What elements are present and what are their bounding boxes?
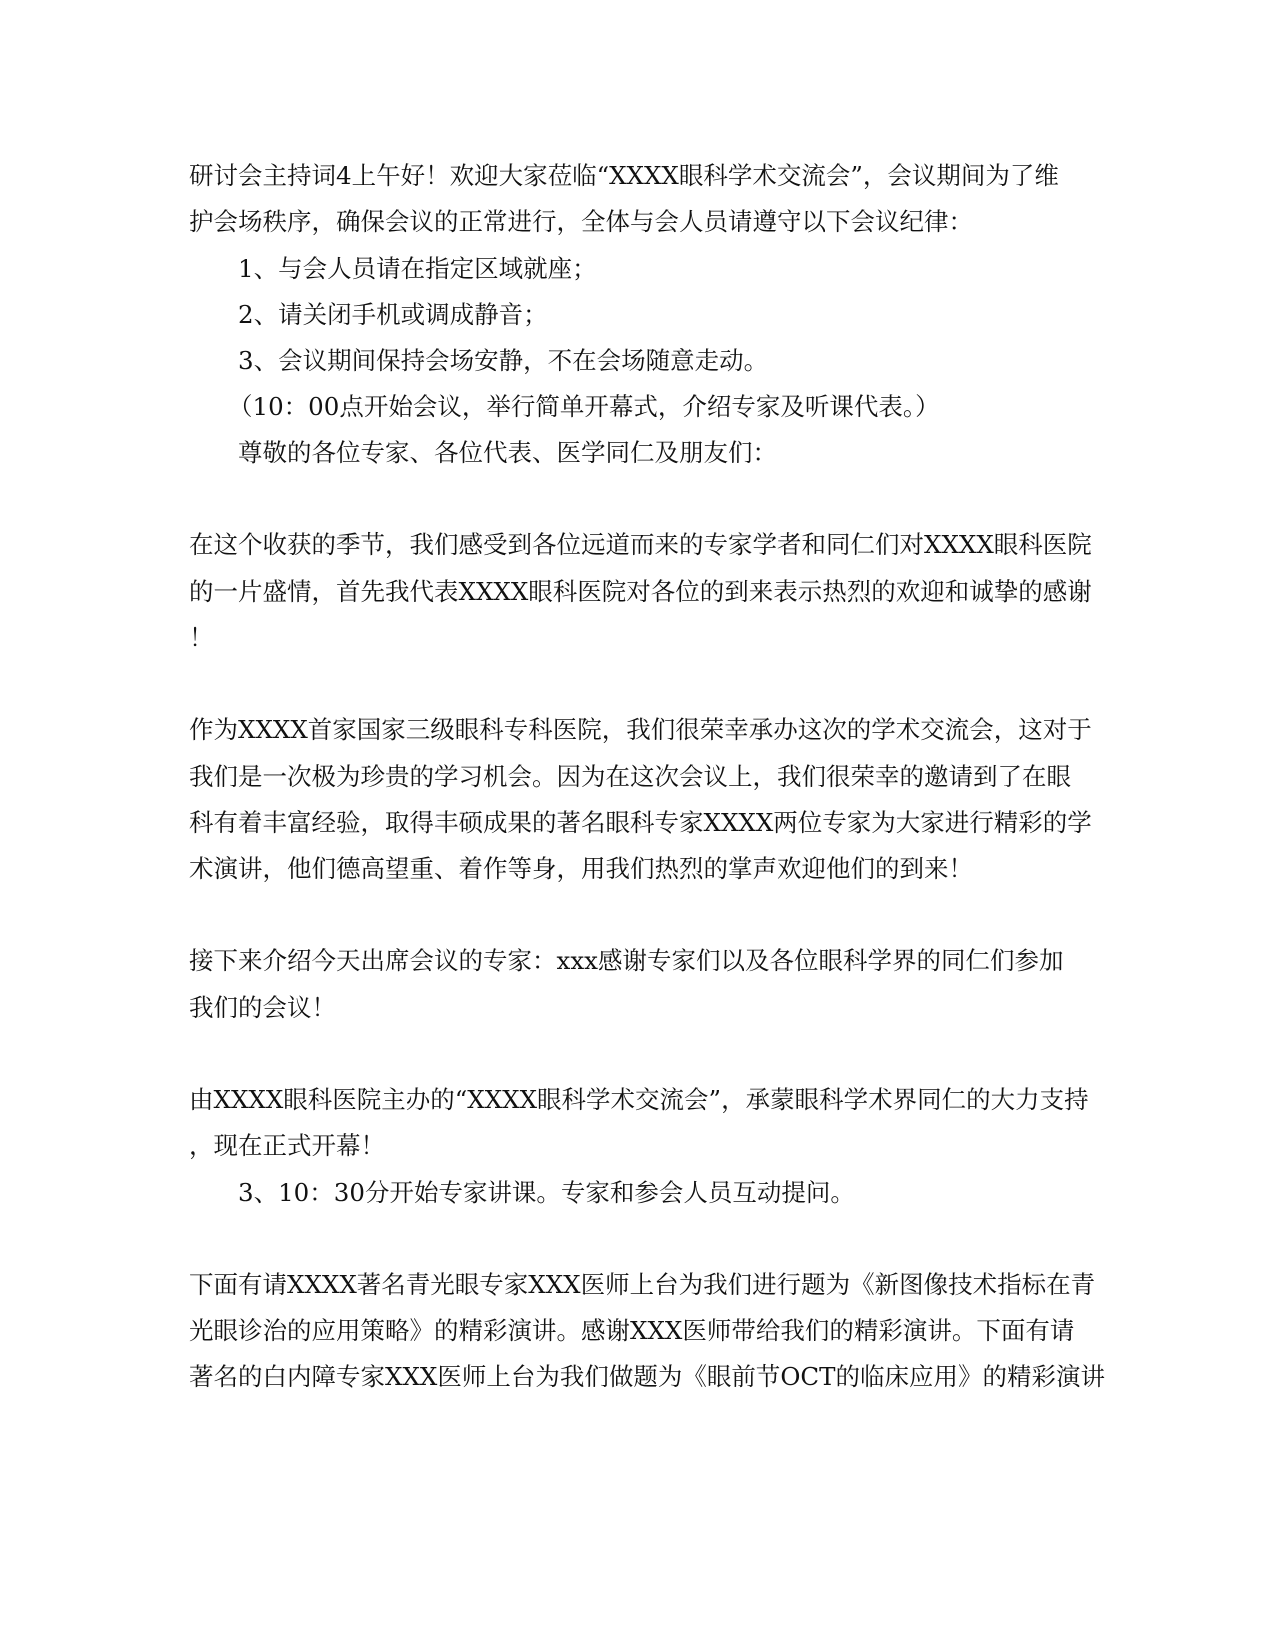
text-line: 由XXXX眼科医院主办的“XXXX眼科学术交流会”，承蒙眼科学术界同仁的大力支持 (189, 1085, 1089, 1114)
text-line: 著名的白内障专家XXX医师上台为我们做题为《眼前节OCT的临床应用》的精彩演讲 (189, 1362, 1105, 1391)
text-line: ，现在正式开幕！ (189, 1131, 385, 1160)
text-line: 的一片盛情，首先我代表XXXX眼科医院对各位的到来表示热烈的欢迎和诚挚的感谢 (189, 577, 1092, 606)
list-item: 2、请关闭手机或调成静音； (238, 300, 548, 329)
text-line: 我们是一次极为珍贵的学习机会。因为在这次会议上，我们很荣幸的邀请到了在眼 (189, 762, 1071, 791)
text-line: 我们的会议！ (189, 993, 336, 1022)
list-item: 1、与会人员请在指定区域就座； (238, 254, 597, 283)
text-line: 光眼诊治的应用策略》的精彩演讲。感谢XXX医师带给我们的精彩演讲。下面有请 (189, 1316, 1075, 1345)
salutation: 尊敬的各位专家、各位代表、医学同仁及朋友们： (238, 438, 777, 467)
text-line: 科有着丰富经验，取得丰硕成果的著名眼科专家XXXX两位专家为大家进行精彩的学 (189, 808, 1092, 837)
list-item: 3、会议期间保持会场安静，不在会场随意走动。 (238, 346, 769, 375)
text-line: 作为XXXX首家国家三级眼科专科医院，我们很荣幸承办这次的学术交流会，这对于 (189, 715, 1092, 744)
text-line: 研讨会主持词4上午好！欢迎大家莅临“XXXX眼科学术交流会”，会议期间为了维 (189, 161, 1059, 190)
text-line: 护会场秩序，确保会议的正常进行，全体与会人员请遵守以下会议纪律： (189, 207, 973, 236)
text-line: 下面有请XXXX著名青光眼专家XXX医师上台为我们进行题为《新图像技术指标在青 (189, 1270, 1096, 1299)
schedule-note: （10：00点开始会议，举行简单开幕式，介绍专家及听课代表。） (228, 392, 940, 421)
text-line: ！ (189, 623, 214, 652)
schedule-item: 3、10：30分开始专家讲课。专家和参会人员互动提问。 (238, 1178, 855, 1207)
text-line: 术演讲，他们德高望重、着作等身，用我们热烈的掌声欢迎他们的到来！ (189, 854, 973, 883)
text-line: 接下来介绍今天出席会议的专家：xxx感谢专家们以及各位眼科学界的同仁们参加 (189, 946, 1064, 975)
text-line: 在这个收获的季节，我们感受到各位远道而来的专家学者和同仁们对XXXX眼科医院 (189, 530, 1092, 559)
